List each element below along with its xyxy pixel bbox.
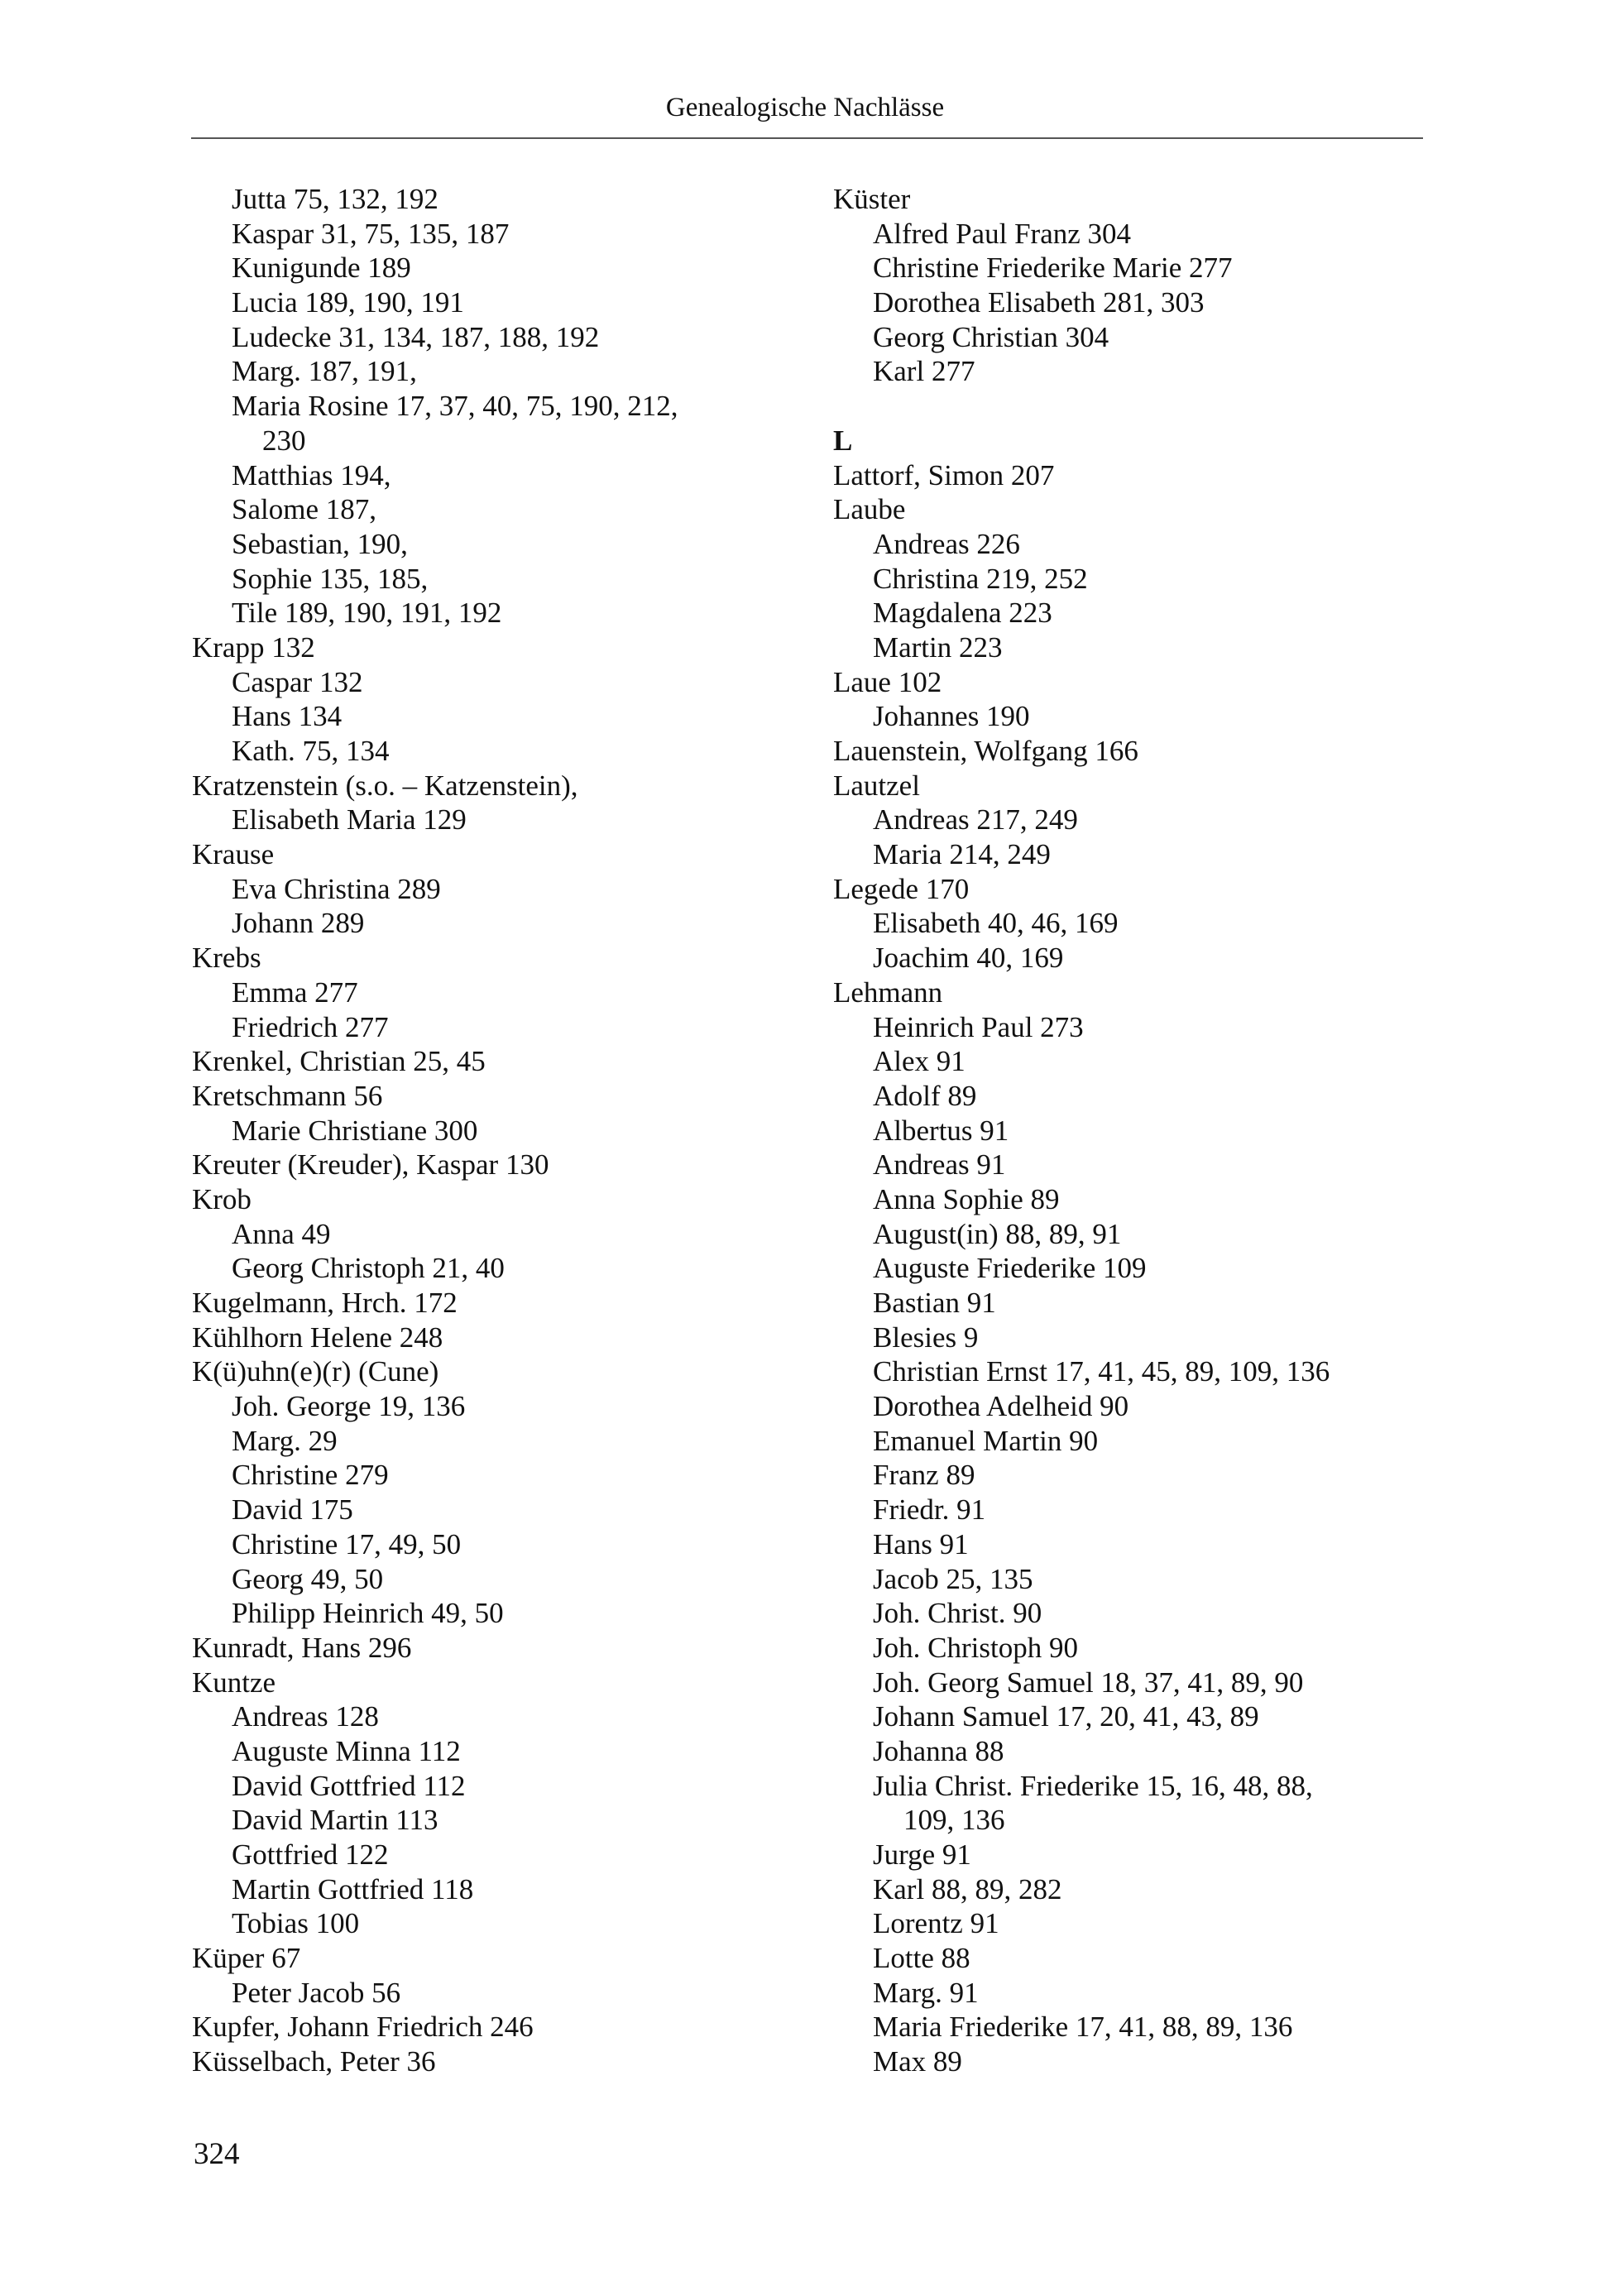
index-subentry: Georg Christian 304 (873, 320, 1109, 353)
index-subentry: Julia Christ. Friederike 15, 16, 48, 88, (873, 1769, 1313, 1802)
index-subentry: August(in) 88, 89, 91 (873, 1217, 1122, 1250)
index-subentry: Karl 88, 89, 282 (873, 1872, 1062, 1905)
index-subentry: Joh. Christoph 90 (873, 1631, 1078, 1664)
index-subentry: Lotte 88 (873, 1942, 970, 1975)
index-subentry: Martin 223 (873, 630, 1003, 664)
index-entry: Küsselbach, Peter 36 (192, 2045, 436, 2078)
index-subentry: Friedr. 91 (873, 1493, 986, 1527)
index-subentry: Max 89 (873, 2045, 962, 2078)
index-entry: Küster (833, 183, 911, 215)
index-entry: Kratzenstein (s.o. – Katzenstein), (192, 769, 578, 802)
index-subentry: Elisabeth Maria 129 (232, 803, 467, 836)
index-subentry: Andreas 128 (232, 1700, 379, 1733)
index-subentry: Franz 89 (873, 1459, 975, 1492)
index-entry: Kuntze (192, 1666, 276, 1699)
index-subentry: Anna Sophie 89 (873, 1182, 1060, 1215)
index-subentry: Karl 277 (873, 355, 975, 388)
index-entry: Kühlhorn Helene 248 (192, 1321, 443, 1354)
index-subentry: Christine 279 (232, 1459, 389, 1492)
index-subentry: Auguste Friederike 109 (873, 1252, 1147, 1285)
index-subentry: Maria 214, 249 (873, 838, 1051, 871)
index-entry: Krebs (192, 942, 261, 975)
index-subentry: Joh. Georg Samuel 18, 37, 41, 89, 90 (873, 1666, 1304, 1699)
index-subentry: Georg Christoph 21, 40 (232, 1252, 505, 1285)
index-subentry: Dorothea Adelheid 90 (873, 1390, 1129, 1423)
index-subentry: Hans 134 (232, 700, 343, 733)
index-subentry: Johanna 88 (873, 1734, 1004, 1767)
index-subentry: Hans 91 (873, 1527, 969, 1560)
index-entry: Kugelmann, Hrch. 172 (192, 1287, 458, 1319)
index-subentry: Georg 49, 50 (232, 1562, 384, 1595)
index-subentry: Emma 277 (232, 975, 358, 1009)
index-entry: Krob (192, 1182, 252, 1215)
index-subentry: Johann 289 (232, 907, 365, 940)
index-entry: Kupfer, Johann Friedrich 246 (192, 2011, 534, 2044)
index-subentry: Alfred Paul Franz 304 (873, 217, 1132, 250)
index-entry: Laue 102 (833, 665, 942, 698)
index-entry: Krause (192, 838, 275, 871)
page-number: 324 (194, 2137, 240, 2171)
index-continuation: 230 (262, 424, 306, 457)
index-subentry: Marie Christiane 300 (232, 1114, 478, 1147)
index-subentry: Jurge 91 (873, 1838, 971, 1871)
index-subentry: Kaspar 31, 75, 135, 187 (232, 217, 510, 250)
index-entry: Küper 67 (192, 1942, 301, 1975)
index-entry: Kunradt, Hans 296 (192, 1631, 412, 1664)
index-subentry: Anna 49 (232, 1217, 331, 1250)
index-subentry: Adolf 89 (873, 1079, 977, 1112)
index-subentry: Christine 17, 49, 50 (232, 1527, 462, 1560)
running-header-title: Genealogische Nachlässe (665, 93, 945, 122)
index-subentry: Marg. 187, 191, (232, 355, 417, 388)
index-subentry: Joh. George 19, 136 (232, 1390, 466, 1423)
index-subentry: Christina 219, 252 (873, 562, 1088, 595)
index-entry: Lattorf, Simon 207 (833, 458, 1055, 491)
index-subentry: David 175 (232, 1493, 353, 1527)
index-subentry: Peter Jacob 56 (232, 1976, 401, 2009)
index-subentry: Marg. 91 (873, 1976, 979, 2009)
index-subentry: Kath. 75, 134 (232, 735, 390, 767)
index-subentry: Sophie 135, 185, (232, 562, 429, 595)
index-subentry: Jacob 25, 135 (873, 1562, 1033, 1595)
index-entry: Legede 170 (833, 872, 970, 905)
index-entry: K(ü)uhn(e)(r) (Cune) (192, 1355, 439, 1388)
running-header (0, 93, 1610, 123)
index-subentry: Ludecke 31, 134, 187, 188, 192 (232, 320, 600, 353)
index-subentry: Dorothea Elisabeth 281, 303 (873, 286, 1205, 319)
index-subentry: Jutta 75, 132, 192 (232, 183, 438, 215)
index-entry: Krapp 132 (192, 630, 315, 664)
index-subentry: David Gottfried 112 (232, 1769, 466, 1802)
index-subentry: Christine Friederike Marie 277 (873, 252, 1233, 285)
index-subentry: Marg. 29 (232, 1424, 338, 1457)
index-subentry: Joh. Christ. 90 (873, 1597, 1042, 1630)
index-continuation: 109, 136 (903, 1804, 1005, 1837)
index-subentry: David Martin 113 (232, 1804, 438, 1837)
index-subentry: Maria Rosine 17, 37, 40, 75, 190, 212, (232, 390, 678, 423)
index-subentry: Andreas 226 (873, 527, 1020, 560)
index-subentry: Eva Christina 289 (232, 872, 441, 905)
index-entry: Lauenstein, Wolfgang 166 (833, 735, 1138, 767)
index-subentry: Philipp Heinrich 49, 50 (232, 1597, 504, 1630)
index-entry: Laube (833, 493, 906, 526)
index-entry: Kreuter (Kreuder), Kaspar 130 (192, 1148, 549, 1182)
index-entry: Lehmann (833, 975, 943, 1009)
index-subentry: Friedrich 277 (232, 1010, 389, 1043)
index-column-left (192, 182, 821, 2079)
index-subentry: Tobias 100 (232, 1907, 360, 1940)
index-subentry: Blesies 9 (873, 1321, 979, 1354)
index-subentry: Lucia 189, 190, 191 (232, 286, 464, 319)
index-subentry: Kunigunde 189 (232, 252, 411, 285)
index-subentry: Andreas 217, 249 (873, 803, 1078, 836)
index-subentry: Martin Gottfried 118 (232, 1872, 474, 1905)
index-entry: Kretschmann 56 (192, 1079, 383, 1112)
index-subentry: Lorentz 91 (873, 1907, 999, 1940)
index-subentry: Magdalena 223 (873, 597, 1052, 630)
index-subentry: Christian Ernst 17, 41, 45, 89, 109, 136 (873, 1355, 1330, 1388)
index-subentry: Auguste Minna 112 (232, 1734, 461, 1767)
index-subentry: Bastian 91 (873, 1287, 996, 1319)
index-subentry: Gottfried 122 (232, 1838, 389, 1871)
index-subentry: Matthias 194, (232, 458, 391, 491)
index-subentry: Caspar 132 (232, 665, 363, 698)
index-subentry: Elisabeth 40, 46, 169 (873, 907, 1119, 940)
index-subentry: Albertus 91 (873, 1114, 1009, 1147)
index-subentry: Salome 187, (232, 493, 376, 526)
index-subentry: Andreas 91 (873, 1148, 1006, 1182)
header-rule (191, 137, 1423, 139)
index-subentry: Maria Friederike 17, 41, 88, 89, 136 (873, 2011, 1293, 2044)
index-subentry: Heinrich Paul 273 (873, 1010, 1084, 1043)
index-subentry: Emanuel Martin 90 (873, 1424, 1099, 1457)
index-column-right (833, 182, 1462, 2079)
index-subentry: Joachim 40, 169 (873, 942, 1064, 975)
index-subentry: Tile 189, 190, 191, 192 (232, 597, 502, 630)
index-subentry: Sebastian, 190, (232, 527, 408, 560)
blank-line (833, 389, 1462, 424)
index-subentry: Johannes 190 (873, 700, 1030, 733)
index-subentry: Johann Samuel 17, 20, 41, 43, 89 (873, 1700, 1259, 1733)
index-entry: Krenkel, Christian 25, 45 (192, 1045, 486, 1078)
index-subentry: Alex 91 (873, 1045, 966, 1078)
index-entry: Lautzel (833, 769, 920, 802)
index-letter-heading: L (833, 424, 853, 457)
